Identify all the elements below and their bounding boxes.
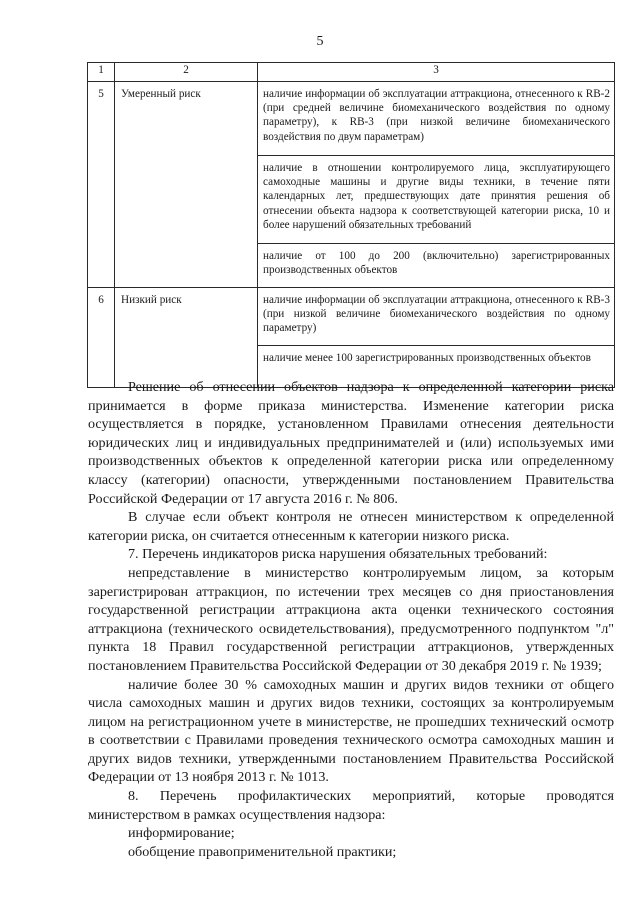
page-number: 5 bbox=[316, 34, 324, 49]
table-header-cell: 1 bbox=[88, 63, 115, 82]
list-item: информирование; bbox=[128, 825, 235, 842]
paragraph: 7. Перечень индикаторов риска нарушения обязательных требований: bbox=[128, 546, 548, 563]
paragraph: В случае если объект контроля не отнесен министерством к определенной категории риска, он считается отнесенным к категории низкого риска. bbox=[88, 509, 614, 544]
risk-category-name: Низкий риск bbox=[115, 288, 258, 388]
paragraph: непредставление в министерство контролируемым лицом, за которым зарегистрирован аттракцион, по истечении трех месяцев со дня приостановления государственной регистрации аттракциона акта оценки технического состояния аттракциона (технического освидетельствования), предусмотренного подпунктом "л" пункта 18 Правил государственной регистрации аттракционов, утвержденных постановлением Правительства Российской Федерации от 30 декабря 2019 г. № 1939; bbox=[88, 564, 614, 674]
criteria-cell bbox=[258, 82, 615, 288]
criterion-text: наличие от 100 до 200 (включительно) зарегистрированных производственных объектов bbox=[258, 243, 614, 287]
criterion-text: наличие в отношении контролируемого лица, эксплуатирующего самоходные машины и другие виды техники, в течение пяти календарных лет, предшествующих дате принятия решения об отнесении объекта надзора к соответствующей категории риска, 10 и более нарушений обязательных требований bbox=[258, 155, 614, 243]
criterion-text: наличие информации об эксплуатации аттракциона, отнесенного к RB-2 (при средней величине биомеханического воздействия по одному параметру), к RB-3 (при низкой величине биомеханического воздействия по двум параметрам) bbox=[263, 88, 610, 143]
criterion-text: наличие информации об эксплуатации аттракциона, отнесенного к RB-3 (при низкой величине биомеханического воздействия по одному параметру) bbox=[263, 294, 610, 335]
table-header-cell: 2 bbox=[115, 63, 258, 82]
risk-category-name: Умеренный риск bbox=[115, 82, 258, 288]
criteria-cell bbox=[258, 288, 615, 388]
paragraph: наличие более 30 % самоходных машин и других видов техники от общего числа самоходных машин и других видов техники, состоящих за контролируемым лицом на регистрационном учете в министерстве, не прошедших технический осмотр в соответствии с Правилами проведения технического осмотра самоходных машин и других видов техники, утвержденными постановлением Правительства Российской Федерации от 13 ноября 2013 г. № 1013. bbox=[88, 676, 614, 786]
table-header-row bbox=[88, 63, 615, 82]
body-text bbox=[88, 378, 614, 861]
risk-category-table bbox=[87, 62, 615, 388]
table-row bbox=[88, 82, 615, 288]
row-number: 5 bbox=[88, 82, 115, 288]
table-header-cell: 3 bbox=[258, 63, 615, 82]
list-item: обобщение правоприменительной практики; bbox=[128, 843, 397, 860]
row-number: 6 bbox=[88, 288, 115, 388]
paragraph: Решение об отнесении объектов надзора к определенной категории риска принимается в форме приказа министерства. Изменение категории риска осуществляется в порядке, установленном Правилами отнесения деятельности юридических лиц и индивидуальных предпринимателей и (или) используемых ими производственных объектов к определенной категории риска или определенному классу (категории) опасности, утвержденными постановлением Правительства Российской Федерации от 17 августа 2016 г. № 806. bbox=[88, 379, 614, 507]
criterion-text: наличие менее 100 зарегистрированных производственных объектов bbox=[258, 345, 614, 387]
table-row bbox=[88, 288, 615, 388]
paragraph: 8. Перечень профилактических мероприятий, которые проводятся министерством в рамках осуществления надзора: bbox=[88, 788, 614, 823]
